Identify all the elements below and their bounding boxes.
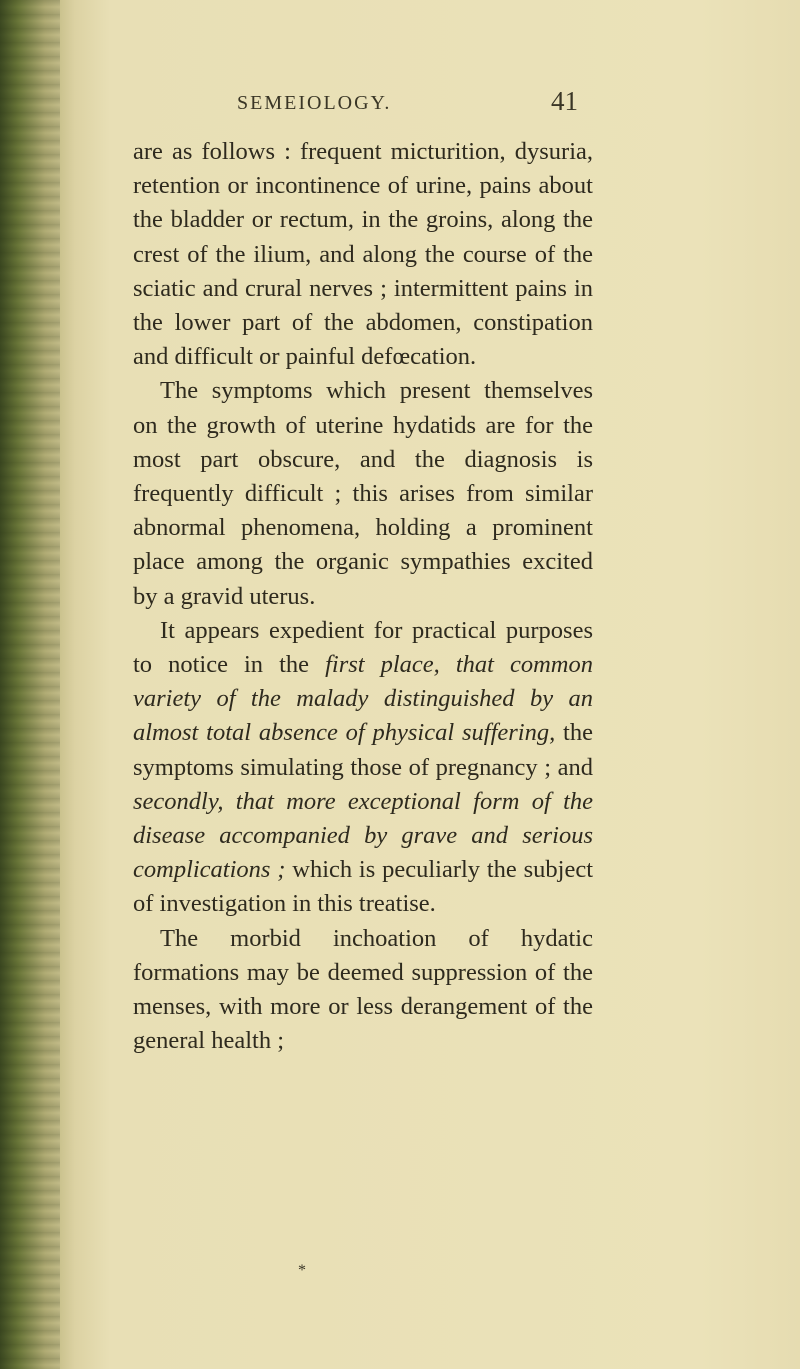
- page-binding-edge: [0, 0, 60, 1369]
- page-number: 41: [551, 86, 578, 116]
- page-header: [0, 86, 800, 122]
- paragraph-3-text-3: which is peculiarly the subject of investigation in this treatise.: [133, 856, 593, 918]
- paragraph-3: [133, 614, 593, 922]
- paragraph-4: The morbid inchoation of hydatic formations may be deemed suppression of the menses, with more or less derangement of the general health ;: [133, 924, 593, 1055]
- signature-mark: *: [298, 1262, 306, 1279]
- running-head: SEMEIOLOGY.: [237, 92, 392, 114]
- paragraph-1: are as follows : frequent micturition, dysuria, retention or incontinence of urine, pains about the bladder or rectum, in the groins, along the crest of the ilium, and along the course of the sciatic and crural nerves ; intermittent pains in the lower part of the abdomen, constipation and difficult or painful defœcation.: [133, 138, 593, 371]
- paragraph-3-italic-1: first place, that common variety of the malady distinguished by an almost total absence of physical suffering,: [133, 651, 593, 747]
- body-text: [133, 135, 593, 1058]
- paragraph-2: The symptoms which present themselves on the growth of uterine hydatids are for the most part obscure, and the diagnosis is frequently difficult ; this arises from similar abnormal phenomena, holding a prominent place among the organic sympathies excited by a gravid uterus.: [133, 377, 593, 610]
- paragraph-3-text-2: the symptoms simulating those of pregnancy ; and: [133, 719, 593, 781]
- paragraph-3-text-1: It appears expedient for practical purposes to notice in the: [133, 616, 593, 679]
- paragraph-3-italic-2: secondly, that more exceptional form of the disease accompanied by grave and serious complications ;: [133, 787, 593, 884]
